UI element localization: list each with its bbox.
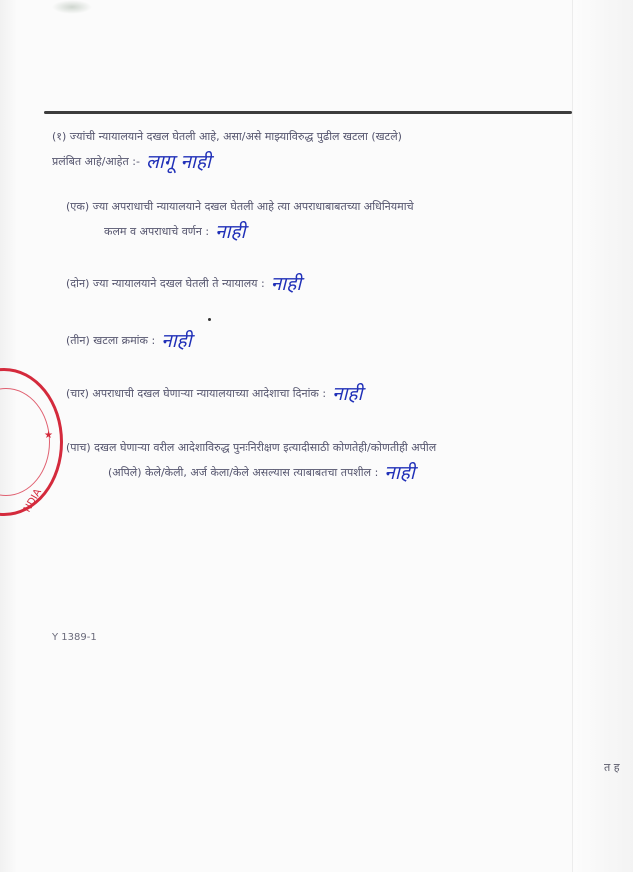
item-5-label: (अपिले) केले/केली, अर्ज केला/केले असल्यास त्याबाबतचा तपशील : <box>108 466 379 479</box>
seal-text-arc <box>0 455 60 525</box>
question-1-line-1: (१) ज्यांची न्यायालयाने दखल घेतली आहे, असा/असे माझ्याविरुद्ध पुढील खटला (खटले) <box>52 130 402 143</box>
item-4-line <box>66 383 363 405</box>
item-4-label: (चार) अपराधाची दखल घेणाऱ्या न्यायालयाच्या आदेशाचा दिनांक : <box>66 387 327 400</box>
item-3-answer: नाही <box>161 330 192 352</box>
question-1-label: प्रलंबित आहे/आहेत :- <box>52 155 140 168</box>
paper-edge-right <box>572 0 633 872</box>
item-1-answer: नाही <box>215 221 246 243</box>
item-4-answer: नाही <box>332 383 363 405</box>
seal-star-icon: ★ <box>44 430 53 441</box>
item-3-line <box>66 330 192 352</box>
question-1-line-2 <box>52 151 211 173</box>
item-1-line-1: (एक) ज्या अपराधाची न्यायालयाने दखल घेतली आहे त्या अपराधाबाबतच्या अधिनियमाचे <box>66 200 414 213</box>
item-1-label: कलम व अपराधाचे वर्णन : <box>104 225 210 238</box>
item-2-answer: नाही <box>270 273 302 295</box>
item-2-label: (दोन) ज्या न्यायालयाने दखल घेतली ते न्यायालय : <box>66 277 265 290</box>
form-code: Y 1389-1 <box>52 632 97 643</box>
item-5-answer: नाही <box>384 462 415 484</box>
question-1-answer: लागू नाही <box>145 151 211 173</box>
item-5-line-2 <box>108 462 415 484</box>
item-5-line-1: (पाच) दखल घेणाऱ्या वरील आदेशाविरुद्ध पुनःनिरीक्षण इत्यादीसाठी कोणतेही/कोणतीही अपील <box>66 441 437 454</box>
item-3-label: (तीन) खटला क्रमांक : <box>66 334 156 347</box>
scan-smudge <box>52 0 92 14</box>
seal-text: NDIA <box>22 487 45 515</box>
edge-text-fragment: त ह <box>604 761 620 774</box>
header-rule <box>44 111 572 114</box>
item-2-line <box>66 273 302 295</box>
item-1-line-2 <box>104 221 246 243</box>
ink-dot <box>208 318 211 321</box>
